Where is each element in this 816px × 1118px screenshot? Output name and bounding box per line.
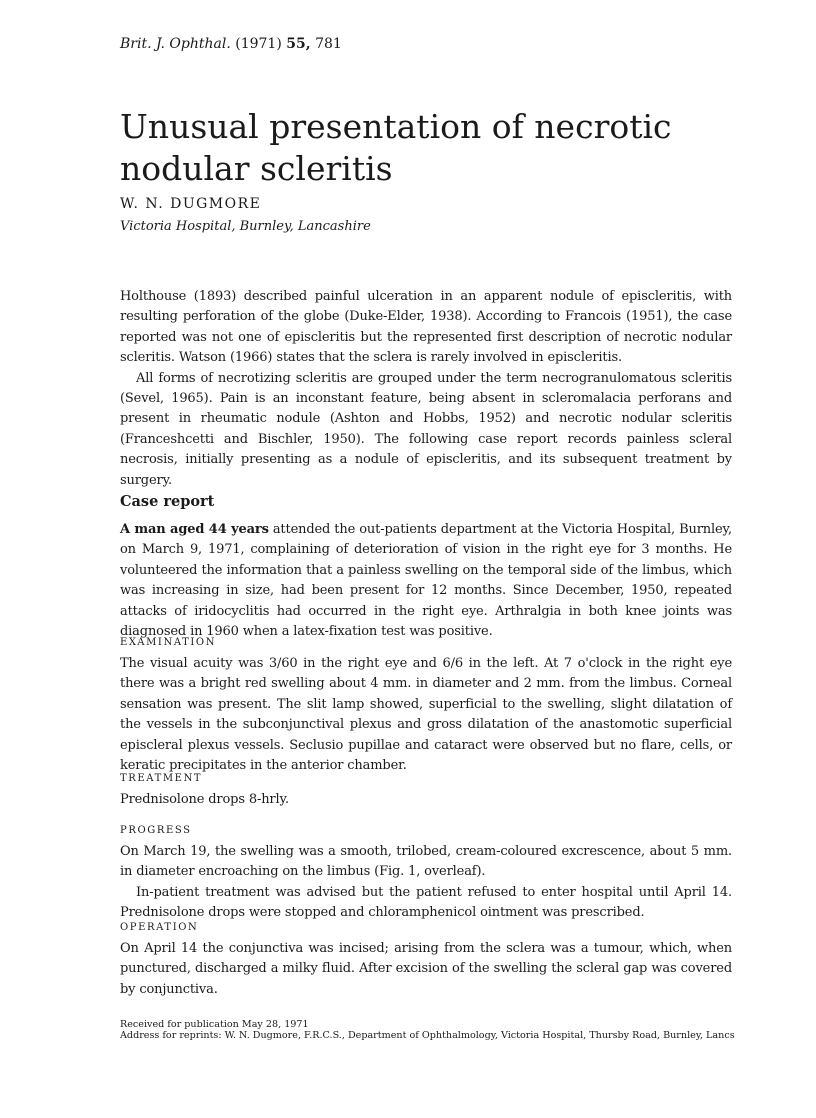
author-name: W. N. DUGMORE bbox=[120, 196, 262, 212]
case-report-heading: Case report bbox=[120, 493, 215, 510]
examination-text: The visual acuity was 3/60 in the right eye and 6/6 in the left. At 7 o'clock in the right eye there was a bright red swelling about 4 mm. in diameter and 2 mm. from the limbus. Corneal sensation was present. The slit lamp showed, superficial to the swelling, slight dilatation of the vessels in the subconjunctival plexus and gross dilatation of the anastomotic superficial episcleral plexus vessels. Seclusio pupillae and cataract were observed but no flare, cells, or keratic precipitates in the anterior chamber. bbox=[120, 656, 732, 774]
page-number: 781 bbox=[315, 36, 342, 52]
operation-body bbox=[120, 939, 732, 1000]
treatment-text: Prednisolone drops 8-hrly. bbox=[120, 792, 289, 807]
article-title: Unusual presentation of necrotic nodular scleritis bbox=[120, 107, 672, 189]
examination-heading: EXAMINATION bbox=[120, 637, 217, 648]
progress-heading: PROGRESS bbox=[120, 825, 192, 836]
intro-paragraph-1: Holthouse (1893) described painful ulceration in an apparent nodule of episcleritis, with resulting perforation of the globe (Duke-Elder, 1938). According to Francois (1951), the case reported was not one of episcleritis but the represented first description of necrotic nodular scleritis. Watson (1966) states that the sclera is rarely involved in episcleritis. bbox=[120, 289, 732, 366]
journal-volume: 55, bbox=[286, 36, 311, 52]
case-report-lead: A man aged 44 years bbox=[120, 522, 269, 537]
case-report-text: attended the out-patients department at the Victoria Hospital, Burnley, on March 9, 1971, complaining of deterioration of vision in the right eye for 3 months. He volunteered the information that a painless swelling on the temporal side of the limbus, which was increasing in size, had been present for 12 months. Since December, 1950, repeated attacks of iridocyclitis had occurred in the right eye. Arthralgia in both knee joints was diagnosed in 1960 when a latex-fixation test was positive. bbox=[120, 522, 733, 640]
introduction bbox=[120, 287, 732, 491]
running-head bbox=[120, 36, 342, 52]
case-report-body bbox=[120, 520, 732, 642]
progress-body bbox=[120, 842, 732, 924]
reprints-address: Address for reprints: W. N. Dugmore, F.R.C.S., Department of Ophthalmology, Victoria Hospital, Thursby Road, Burnley, Lancs bbox=[120, 1030, 735, 1041]
operation-text: On April 14 the conjunctiva was incised; arising from the sclera was a tumour, which, when punctured, discharged a milky fluid. After excision of the swelling the scleral gap was covered by conjunctiva. bbox=[120, 941, 732, 997]
intro-paragraph-2: All forms of necrotizing scleritis are grouped under the term necrogranulomatous scleritis (Sevel, 1965). Pain is an inconstant feature, being absent in scleromalacia perforans and present in rheumatic nodule (Ashton and Hobbs, 1952) and necrotic nodular scleritis (Franceshcetti and Bischler, 1950). The following case report records painless scleral necrosis, initially presenting as a nodule of episcleritis, and its subsequent treatment by surgery. bbox=[120, 370, 732, 488]
progress-paragraph-2: In-patient treatment was advised but the patient refused to enter hospital until April 14. Prednisolone drops were stopped and chloramphenicol ointment was prescribed. bbox=[120, 884, 732, 921]
treatment-heading: TREATMENT bbox=[120, 773, 203, 784]
author-affiliation: Victoria Hospital, Burnley, Lancashire bbox=[120, 219, 371, 234]
operation-heading: OPERATION bbox=[120, 922, 199, 933]
treatment-body bbox=[120, 790, 732, 810]
progress-paragraph-1: On March 19, the swelling was a smooth, trilobed, cream-coloured excrescence, about 5 mm. in diameter encroaching on the limbus (Fig. 1, overleaf). bbox=[120, 844, 732, 880]
received-note: Received for publication May 28, 1971 bbox=[120, 1019, 309, 1030]
journal-name: Brit. J. Ophthal. bbox=[120, 36, 231, 52]
journal-year: (1971) bbox=[235, 36, 282, 52]
examination-body bbox=[120, 654, 732, 776]
